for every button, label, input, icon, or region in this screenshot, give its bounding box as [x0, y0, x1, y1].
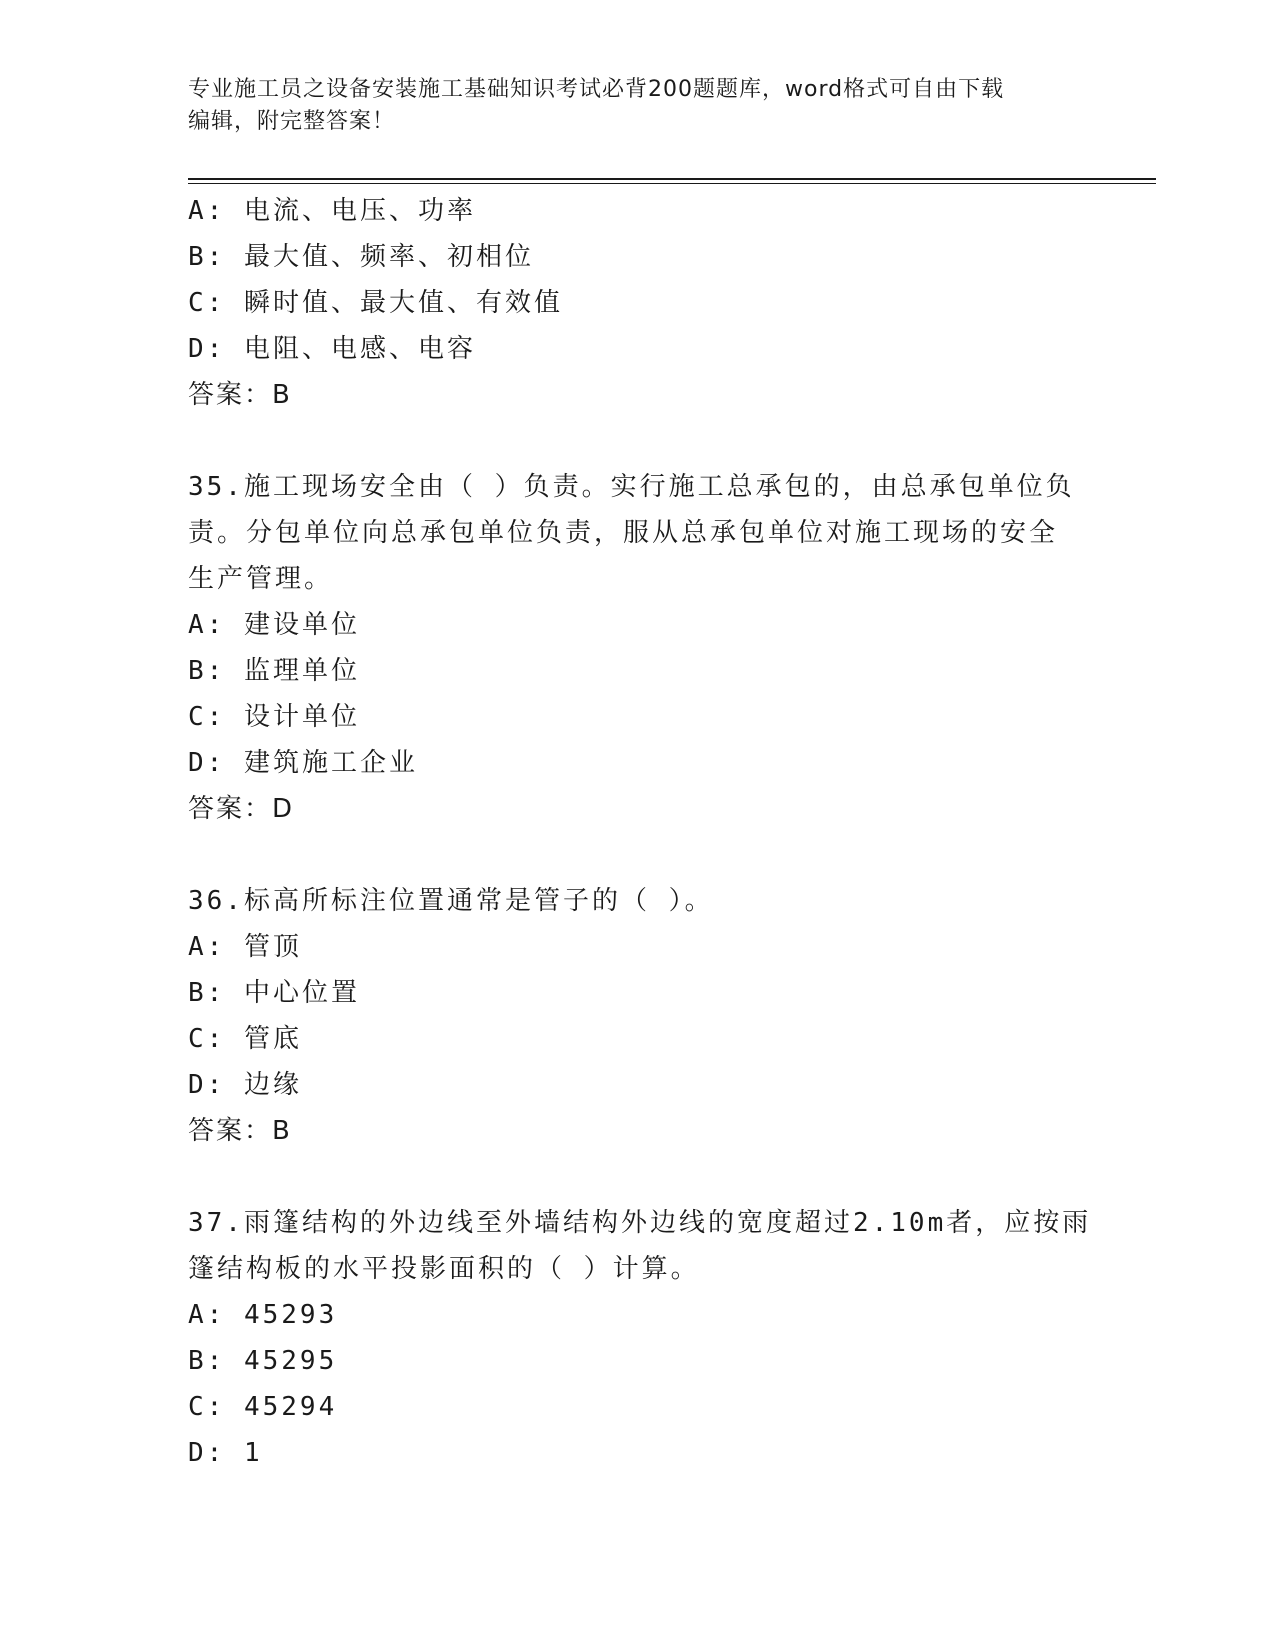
option-b: B: 监理单位	[188, 656, 360, 686]
answer-line: 答案：D	[188, 794, 295, 824]
question-stem-line: 生产管理。	[188, 564, 334, 594]
question-stem-line: 篷结构板的水平投影面积的（ ）计算。	[188, 1254, 700, 1284]
option-b: B: 最大值、频率、初相位	[188, 242, 534, 272]
question-list	[188, 188, 1092, 1476]
question-34	[188, 188, 1088, 418]
option-a: A: 45293	[188, 1300, 338, 1330]
answer-line: 答案：B	[188, 1116, 292, 1146]
spacer	[188, 418, 1088, 464]
question-36	[188, 878, 1088, 1154]
option-b: B: 中心位置	[188, 978, 360, 1008]
option-a: A: 电流、电压、功率	[188, 196, 476, 226]
header-divider-thin	[188, 183, 1156, 184]
question-35	[188, 464, 1088, 832]
question-37	[188, 1200, 1092, 1476]
option-a: A: 建设单位	[188, 610, 360, 640]
answer-line: 答案：B	[188, 380, 292, 410]
header-divider-thick	[188, 178, 1156, 180]
option-c: C: 瞬时值、最大值、有效值	[188, 288, 563, 318]
header-line-2: 编辑，附完整答案！	[188, 109, 396, 134]
question-stem-line: 36.标高所标注位置通常是管子的（ ）。	[188, 886, 714, 916]
question-stem-line: 责。分包单位向总承包单位负责，服从总承包单位对施工现场的安全	[188, 518, 1059, 548]
option-d: D: 建筑施工企业	[188, 748, 418, 778]
option-a: A: 管顶	[188, 932, 302, 962]
option-d: D: 1	[188, 1438, 263, 1468]
option-b: B: 45295	[188, 1346, 338, 1376]
option-d: D: 电阻、电感、电容	[188, 334, 476, 364]
spacer	[188, 1154, 1088, 1200]
question-stem-line: 37.雨篷结构的外边线至外墙结构外边线的宽度超过2.10m者，应按雨	[188, 1208, 1092, 1238]
option-c: C: 45294	[188, 1392, 338, 1422]
document-header	[188, 74, 1068, 138]
header-line-1: 专业施工员之设备安装施工基础知识考试必背200题题库，word格式可自由下载	[188, 77, 1005, 102]
option-c: C: 设计单位	[188, 702, 360, 732]
option-c: C: 管底	[188, 1024, 302, 1054]
question-stem-line: 35.施工现场安全由（ ）负责。实行施工总承包的，由总承包单位负	[188, 472, 1075, 502]
option-d: D: 边缘	[188, 1070, 302, 1100]
spacer	[188, 832, 1088, 878]
